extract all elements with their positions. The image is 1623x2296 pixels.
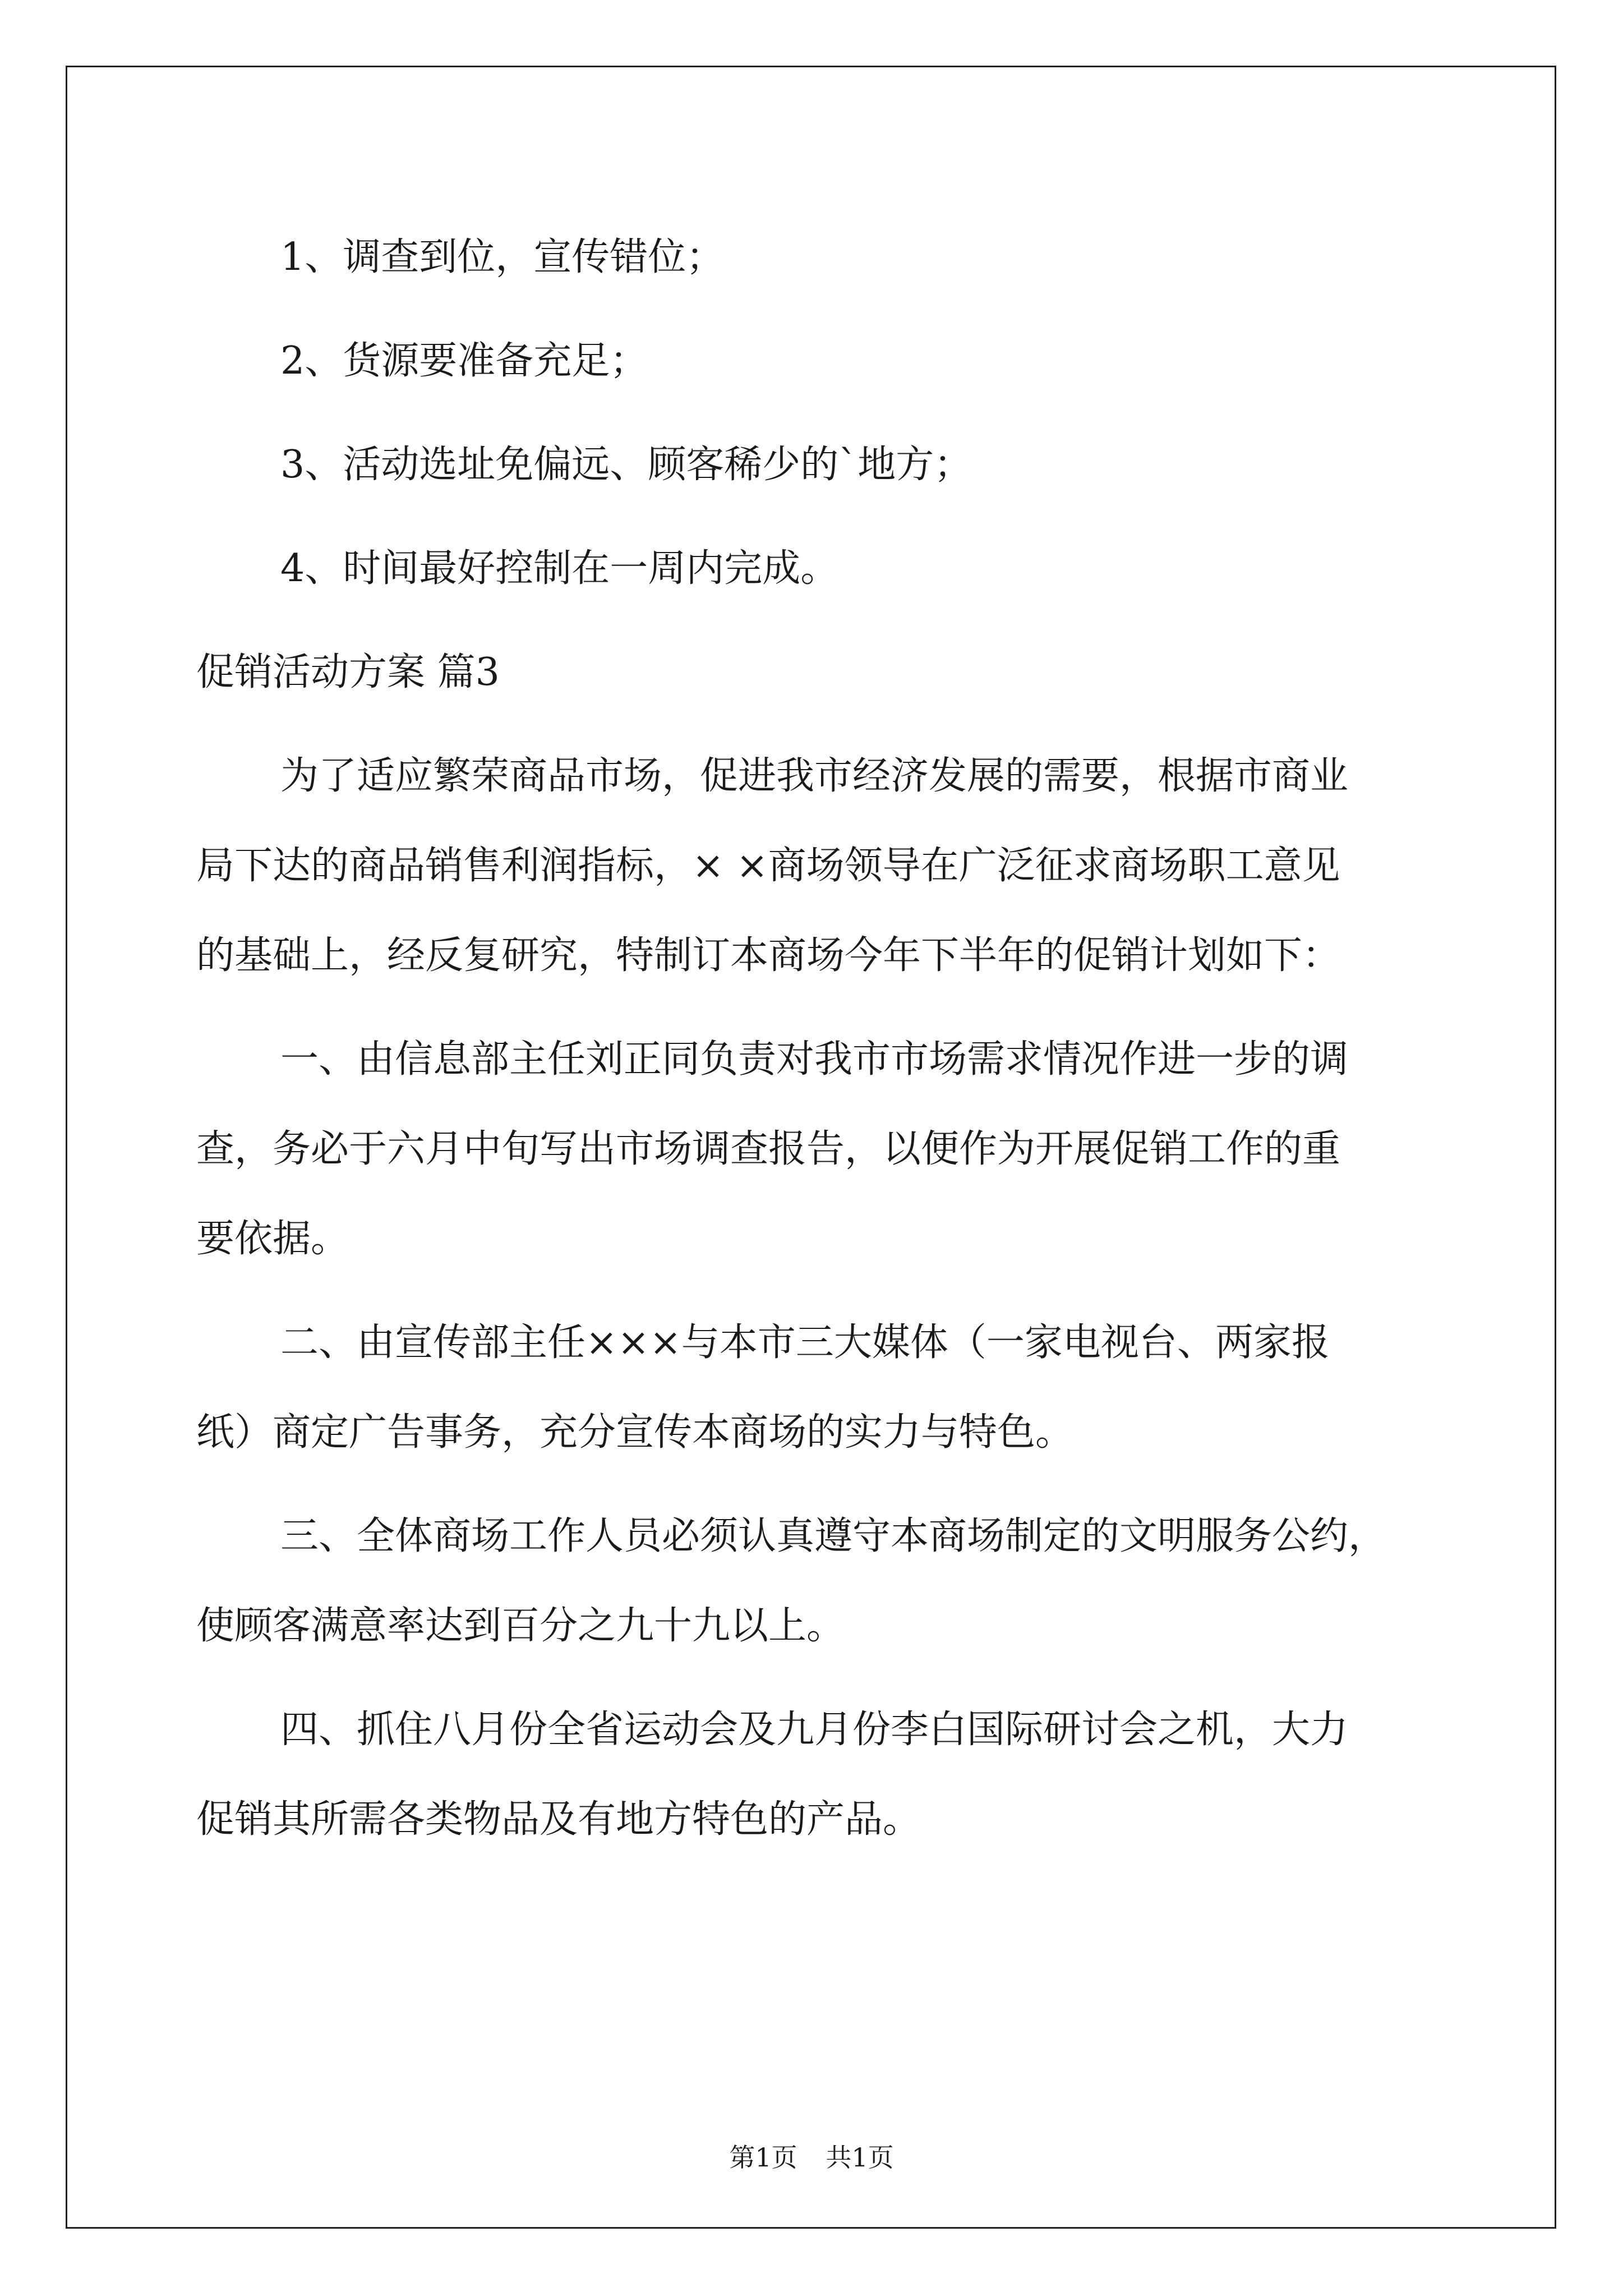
page-number: 第1页	[729, 2142, 797, 2173]
page-footer	[0, 2137, 1623, 2174]
paragraph-line: 为了适应繁荣商品市场，促进我市经济发展的需要，根据市商业	[280, 754, 1349, 798]
list-item: 2、货源要准备充足；	[280, 339, 648, 383]
paragraph-line: 的基础上，经反复研究，特制订本商场今年下半年的促销计划如下：	[196, 933, 1341, 978]
paragraph-line: 四、抓住八月份全省运动会及九月份李白国际研讨会之机，大力	[280, 1708, 1349, 1752]
list-item: 4、时间最好控制在一周内完成。	[280, 546, 839, 591]
paragraph-line: 查，务必于六月中旬写出市场调查报告，以便作为开展促销工作的重	[196, 1127, 1341, 1171]
list-item: 1、调查到位，宣传错位；	[280, 235, 725, 279]
section-title: 促销活动方案 篇3	[196, 650, 500, 694]
paragraph-line: 要依据。	[196, 1217, 349, 1261]
page-total: 共1页	[826, 2142, 894, 2173]
paragraph-line: 纸）商定广告事务，充分宣传本商场的实力与特色。	[196, 1410, 1074, 1455]
paragraph-line: 促销其所需各类物品及有地方特色的产品。	[196, 1797, 921, 1842]
paragraph-line: 使顾客满意率达到百分之九十九以上。	[196, 1604, 845, 1648]
paragraph-line: 局下达的商品销售利润指标，× ×商场领导在广泛征求商场职工意见	[196, 844, 1340, 888]
paragraph-line: 三、全体商场工作人员必须认真遵守本商场制定的文明服务公约，	[280, 1514, 1387, 1558]
paragraph-line: 二、由宣传部主任×××与本市三大媒体（一家电视台、两家报	[280, 1320, 1330, 1365]
list-item: 3、活动选址免偏远、顾客稀少的`地方；	[280, 443, 972, 487]
paragraph-line: 一、由信息部主任刘正同负责对我市市场需求情况作进一步的调	[280, 1037, 1349, 1082]
